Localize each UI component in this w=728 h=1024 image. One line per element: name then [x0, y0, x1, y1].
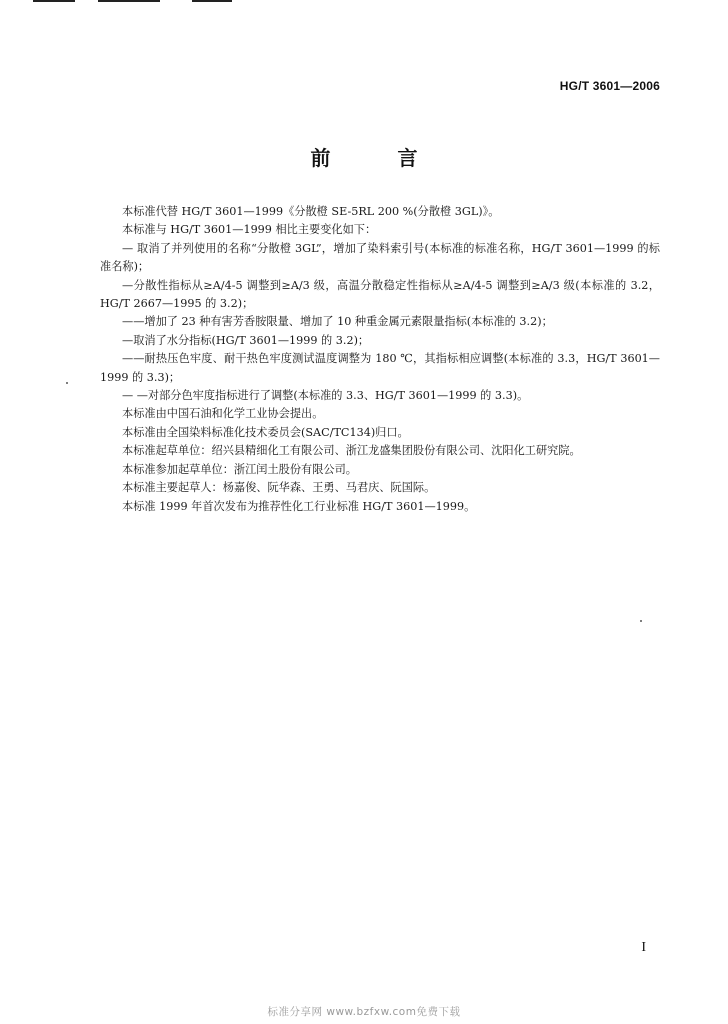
- footer-watermark: 标准分享网 www.bzfxw.com免费下载: [267, 1006, 461, 1018]
- page-number: I: [641, 940, 646, 955]
- paragraph-proposed-by: 本标准由中国石油和化学工业协会提出。: [122, 407, 324, 421]
- change-item-heat-fastness: ——耐热压色牢度、耐干热色牢度测试温度调整为 180 ℃，其指标相应调整(本标准的 3.3，HG/T 3601—1999 的 3.3)；: [100, 352, 660, 384]
- top-scan-bars: [0, 0, 728, 6]
- paragraph-drafting-units: 本标准起草单位：绍兴县精细化工有限公司、浙江龙盛集团股份有限公司、沈阳化工研究院。: [122, 444, 581, 458]
- page-title: 前 言: [310, 146, 448, 170]
- change-item-dispersion: —分散性指标从≥A/4-5 调整到≥A/3 级，高温分散稳定性指标从≥A/4-5 调整到≥A/3 级(本标准的 3.2，HG/T 2667—1995 的 3.2)；: [100, 278, 660, 311]
- paragraph-changes-intro: 本标准与 HG/T 3601—1999 相比主要变化如下：: [122, 223, 377, 237]
- change-item-moisture: —取消了水分指标(HG/T 3601—1999 的 3.2)；: [122, 333, 370, 347]
- paragraph-participating-units: 本标准参加起草单位：浙江闰土股份有限公司。: [122, 462, 357, 476]
- change-item-fastness: — —对部分色牢度指标进行了调整(本标准的 3.3、HG/T 3601—1999 的 3.3)。: [122, 389, 529, 403]
- change-item-amines: ——增加了 23 种有害芳香胺限量、增加了 10 种重金属元素限量指标(本标准的 3.2)；: [122, 315, 553, 329]
- paragraph-drafters: 本标准主要起草人：杨嘉俊、阮华森、王勇、马君庆、阮国际。: [122, 481, 436, 495]
- preface-body: [100, 203, 660, 516]
- paragraph-replaces: 本标准代替 HG/T 3601—1999《分散橙 SE-5RL 200 %(分散橙 3GL)》。: [122, 205, 500, 218]
- paragraph-first-release: 本标准 1999 年首次发布为推荐性化工行业标准 HG/T 3601—1999。: [122, 499, 476, 513]
- change-item-name: — 取消了并列使用的名称“分散橙 3GL”，增加了染料索引号(本标准的标准名称，HG/T 3601—1999 的标准名称)；: [100, 241, 660, 274]
- paragraph-administered-by: 本标准由全国染料标准化技术委员会(SAC/TC134)归口。: [122, 425, 409, 439]
- scan-speck: [640, 620, 642, 622]
- standard-number: HG/T 3601—2006: [559, 79, 660, 93]
- scan-speck: [66, 382, 68, 384]
